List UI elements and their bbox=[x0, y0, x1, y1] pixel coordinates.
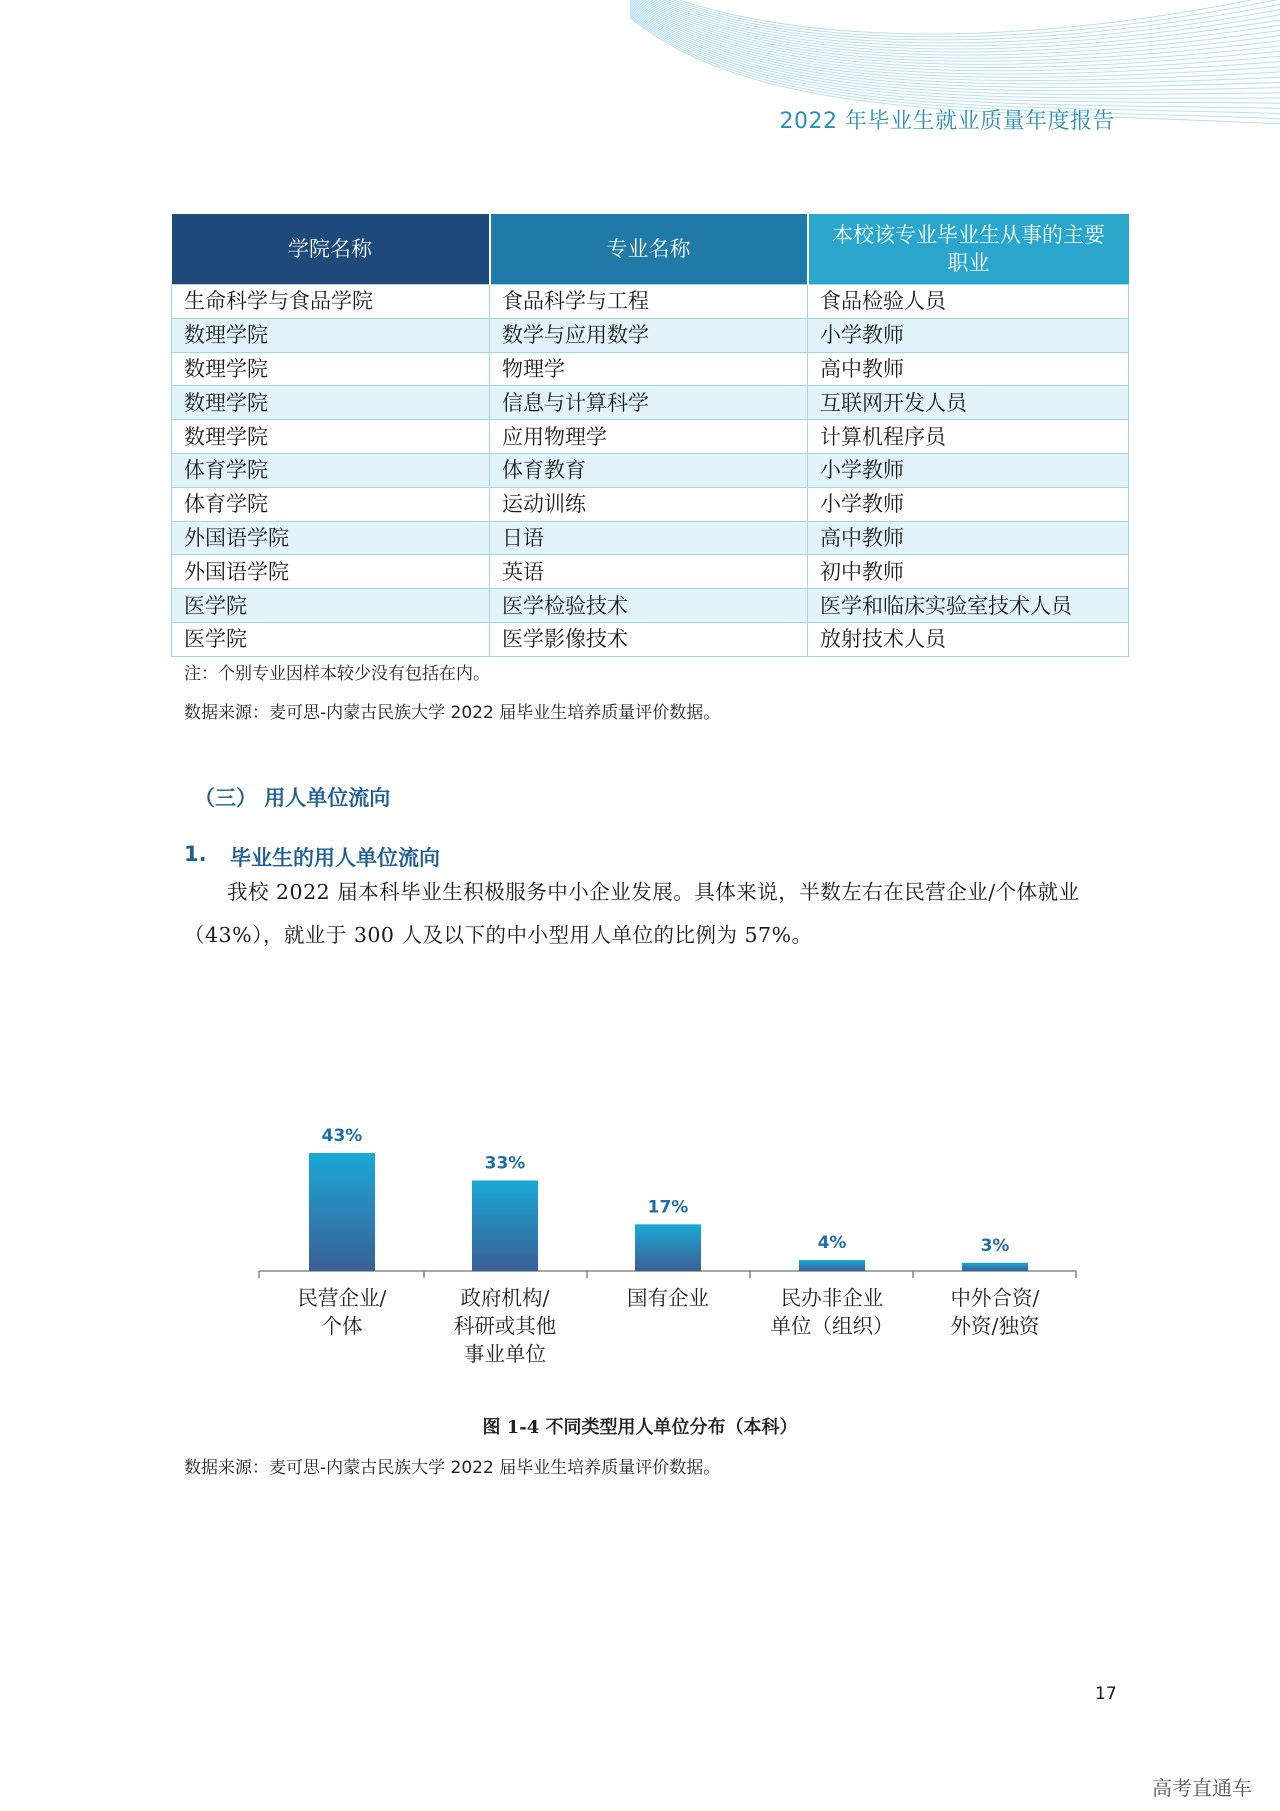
bar-value-label: 3% bbox=[980, 1235, 1010, 1256]
bar-value-label: 4% bbox=[817, 1233, 847, 1254]
table-row bbox=[172, 589, 1129, 623]
category-label-line: 政府机构/ bbox=[460, 1286, 550, 1310]
table-cell: 食品科学与工程 bbox=[490, 285, 808, 319]
category-label-line: 民办非企业 bbox=[780, 1286, 884, 1310]
table-cell: 医学和临床实验室技术人员 bbox=[808, 589, 1129, 623]
category-label-line: 国有企业 bbox=[627, 1286, 709, 1310]
table-cell: 计算机程序员 bbox=[808, 420, 1129, 454]
table-row bbox=[172, 521, 1129, 555]
table-cell: 体育学院 bbox=[172, 487, 490, 521]
wave-line bbox=[630, 0, 1280, 71]
table-header-row bbox=[172, 214, 1129, 285]
table-note: 注：个别专业因样本较少没有包括在内。 bbox=[184, 664, 490, 684]
table-cell: 数学与应用数学 bbox=[490, 318, 808, 352]
wave-line bbox=[630, 0, 1280, 49]
category-label-line: 事业单位 bbox=[464, 1342, 546, 1366]
table-cell: 小学教师 bbox=[808, 318, 1129, 352]
table-cell: 日语 bbox=[490, 521, 808, 555]
table-header-cell: 专业名称 bbox=[490, 214, 808, 285]
category-label bbox=[925, 1284, 1065, 1340]
table-cell: 运动训练 bbox=[490, 487, 808, 521]
table-row bbox=[172, 453, 1129, 487]
bar bbox=[799, 1260, 865, 1271]
bar bbox=[472, 1180, 538, 1271]
table-cell: 数理学院 bbox=[172, 386, 490, 420]
watermark: 高考直通车 bbox=[1152, 1776, 1252, 1800]
table-row bbox=[172, 622, 1129, 656]
table-cell: 小学教师 bbox=[808, 453, 1129, 487]
table-cell: 高中教师 bbox=[808, 521, 1129, 555]
table-cell: 生命科学与食品学院 bbox=[172, 285, 490, 319]
table-row bbox=[172, 386, 1129, 420]
table-cell: 物理学 bbox=[490, 352, 808, 386]
table-cell: 医学院 bbox=[172, 622, 490, 656]
category-label-line: 外资/独资 bbox=[950, 1314, 1040, 1338]
table-cell: 外国语学院 bbox=[172, 521, 490, 555]
body-paragraph: 我校 2022 届本科毕业生积极服务中小企业发展。具体来说，半数左右在民营企业/个体就业（43%），就业于 300 人及以下的中小型用人单位的比例为 57%。 bbox=[184, 880, 1080, 947]
table-header-cell: 本校该专业毕业生从事的主要职业 bbox=[808, 214, 1129, 285]
subheading-number: 1. bbox=[184, 842, 207, 866]
table-cell: 数理学院 bbox=[172, 420, 490, 454]
wave-line bbox=[630, 0, 1280, 46]
table-row bbox=[172, 352, 1129, 386]
table-cell: 数理学院 bbox=[172, 318, 490, 352]
subheading: 毕业生的用人单位流向 bbox=[230, 846, 440, 870]
table-cell: 医学检验技术 bbox=[490, 589, 808, 623]
table-cell: 互联网开发人员 bbox=[808, 386, 1129, 420]
bar-value-label: 17% bbox=[647, 1197, 689, 1218]
occupation-table bbox=[171, 214, 1129, 657]
table-cell: 高中教师 bbox=[808, 352, 1129, 386]
bar-value-label: 33% bbox=[484, 1153, 526, 1174]
figure-caption: 图 1-4 不同类型用人单位分布（本科） bbox=[482, 1417, 798, 1438]
bar-value-label: 43% bbox=[321, 1126, 363, 1146]
bar bbox=[962, 1263, 1028, 1271]
table-row bbox=[172, 487, 1129, 521]
table-row bbox=[172, 318, 1129, 352]
table-source: 数据来源：麦可思-内蒙古民族大学 2022 届毕业生培养质量评价数据。 bbox=[184, 703, 721, 723]
category-label bbox=[762, 1284, 902, 1340]
bar bbox=[635, 1224, 701, 1271]
table-row bbox=[172, 285, 1129, 319]
category-label-line: 单位（组织） bbox=[770, 1314, 894, 1338]
section-heading: （三） 用人单位流向 bbox=[194, 786, 391, 810]
category-label bbox=[598, 1284, 738, 1312]
chart-source: 数据来源：麦可思-内蒙古民族大学 2022 届毕业生培养质量评价数据。 bbox=[184, 1458, 721, 1478]
wave-line bbox=[630, 0, 1280, 52]
running-header: 2022 年毕业生就业质量年度报告 bbox=[779, 109, 1115, 134]
table-cell: 信息与计算科学 bbox=[490, 386, 808, 420]
bar-chart bbox=[0, 1100, 1280, 1400]
category-label-line: 中外合资/ bbox=[950, 1286, 1040, 1310]
bar bbox=[309, 1153, 375, 1271]
category-label-line: 民营企业/ bbox=[297, 1286, 387, 1310]
category-label bbox=[272, 1284, 412, 1340]
wave-line bbox=[630, 3, 1280, 81]
table-cell: 食品检验人员 bbox=[808, 285, 1129, 319]
table-row bbox=[172, 555, 1129, 589]
category-label-line: 个体 bbox=[321, 1314, 363, 1338]
table-cell: 应用物理学 bbox=[490, 420, 808, 454]
category-label-line: 科研或其他 bbox=[453, 1314, 557, 1338]
table-cell: 数理学院 bbox=[172, 352, 490, 386]
table-cell: 小学教师 bbox=[808, 487, 1129, 521]
table-cell: 初中教师 bbox=[808, 555, 1129, 589]
page-number: 17 bbox=[1095, 1684, 1117, 1704]
table-cell: 外国语学院 bbox=[172, 555, 490, 589]
table-cell: 体育学院 bbox=[172, 453, 490, 487]
table-row bbox=[172, 420, 1129, 454]
table-cell: 体育教育 bbox=[490, 453, 808, 487]
table-cell: 放射技术人员 bbox=[808, 622, 1129, 656]
category-label bbox=[435, 1284, 575, 1368]
table-cell: 医学院 bbox=[172, 589, 490, 623]
table-cell: 医学影像技术 bbox=[490, 622, 808, 656]
table-header-cell: 学院名称 bbox=[172, 214, 490, 285]
table-cell: 英语 bbox=[490, 555, 808, 589]
